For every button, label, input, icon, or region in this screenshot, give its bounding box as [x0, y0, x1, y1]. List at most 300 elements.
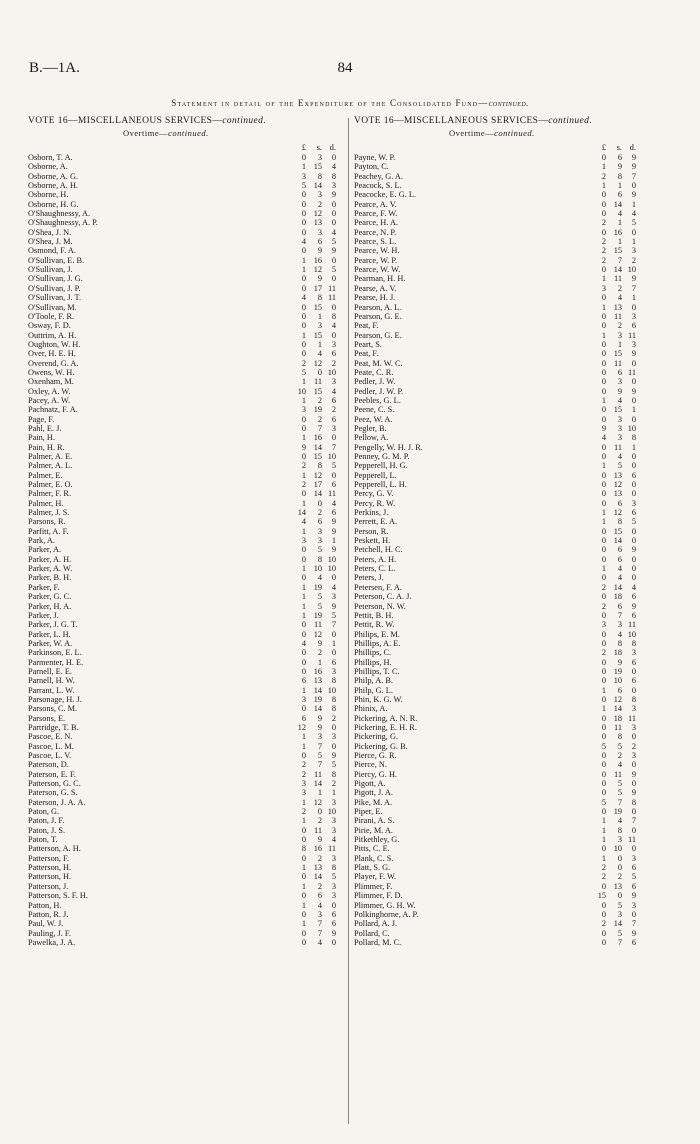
amount-pounds: 3 [301, 536, 306, 546]
amount-pence: 0 [631, 452, 636, 461]
amount-pounds: 5 [301, 181, 306, 191]
amount-pounds: 0 [301, 629, 306, 639]
table-row [354, 527, 674, 536]
payee-name: Paterson, J. A. A. [28, 797, 86, 807]
payee-name: Peterson, C. A. J. [354, 592, 412, 602]
table-row [28, 181, 348, 190]
amount-pence: 0 [631, 807, 636, 817]
amount-shillings: 2 [617, 321, 622, 331]
amount-pence: 4 [331, 321, 336, 331]
amount-pence: 6 [631, 470, 636, 480]
table-row [28, 770, 348, 779]
amount-pence: 1 [331, 536, 336, 546]
amount-pounds: 2 [601, 237, 606, 247]
amount-pence: 3 [631, 900, 636, 910]
amount-shillings: 14 [313, 489, 322, 499]
amount-pence: 0 [331, 470, 336, 480]
amount-shillings: 1 [317, 657, 322, 667]
table-row [28, 910, 348, 919]
amount-pence: 11 [328, 283, 336, 293]
shillings-label: s. [616, 142, 622, 152]
amount-pence: 5 [631, 872, 636, 882]
amount-pounds: 0 [601, 713, 606, 723]
amount-pence: 9 [631, 769, 636, 779]
table-row [354, 415, 674, 424]
amount-shillings: 15 [313, 452, 322, 461]
amount-pounds: 1 [301, 564, 306, 574]
table-row [28, 499, 348, 508]
amount-pence: 0 [631, 302, 636, 312]
amount-pence: 3 [631, 498, 636, 508]
amount-pounds: 0 [301, 489, 306, 499]
table-row [354, 200, 674, 209]
amount-pence: 10 [327, 554, 336, 564]
amount-pounds: 12 [297, 722, 306, 732]
table-row [28, 368, 348, 377]
amount-pounds: 2 [601, 601, 606, 611]
amount-pounds: 2 [601, 246, 606, 256]
table-row [354, 695, 674, 704]
payee-name: Paton, J. F. [28, 816, 65, 826]
amount-pounds: 0 [301, 423, 306, 433]
amount-pence: 6 [631, 863, 636, 873]
payee-name: Pearson, G. E. [354, 311, 402, 321]
amount-pounds: 3 [301, 405, 306, 415]
amount-pence: 9 [631, 386, 636, 396]
amount-pounds: 0 [601, 657, 606, 667]
amount-pounds: 0 [601, 321, 606, 331]
amount-pence: 8 [631, 433, 636, 443]
amount-pence: 9 [631, 349, 636, 359]
payee-name: Plimmer, F. D. [354, 891, 403, 901]
table-row [28, 573, 348, 582]
payee-name: Pearce, A. V. [354, 199, 397, 209]
amount-pounds: 2 [601, 919, 606, 929]
payee-name: Plimmer, F. [354, 881, 393, 891]
amount-pounds: 9 [301, 442, 306, 452]
amount-shillings: 3 [617, 377, 622, 387]
amount-pounds: 1 [301, 162, 306, 172]
table-row [28, 844, 348, 853]
amount-shillings: 4 [617, 452, 622, 461]
table-row [28, 676, 348, 685]
amount-pence: 0 [631, 666, 636, 676]
amount-shillings: 7 [317, 928, 322, 938]
amount-pence: 6 [631, 881, 636, 891]
amount-shillings: 6 [617, 685, 622, 695]
payee-name: Osborn, T. A. [28, 153, 73, 162]
amount-shillings: 17 [313, 283, 322, 293]
amount-pence: 0 [631, 227, 636, 237]
amount-pence: 3 [331, 592, 336, 602]
table-row [28, 190, 348, 199]
table-row [28, 667, 348, 676]
amount-pounds: 0 [301, 321, 306, 331]
amount-pounds: 0 [601, 769, 606, 779]
amount-shillings: 5 [317, 601, 322, 611]
amount-pounds: 2 [301, 358, 306, 368]
table-row [354, 377, 674, 386]
amount-pence: 5 [331, 461, 336, 471]
table-row [354, 779, 674, 788]
payee-name: Pascoe, L. V. [28, 751, 72, 760]
amount-pence: 0 [631, 825, 636, 835]
amount-shillings: 1 [617, 237, 622, 247]
table-row [354, 536, 674, 545]
amount-shillings: 10 [313, 564, 322, 574]
table-row [28, 452, 348, 461]
amount-pence: 6 [331, 480, 336, 490]
amount-pence: 8 [331, 863, 336, 873]
amount-shillings: 3 [317, 321, 322, 331]
table-row [354, 433, 674, 442]
table-row [28, 405, 348, 414]
amount-pence: 0 [331, 433, 336, 443]
table-row [28, 340, 348, 349]
table-row [354, 592, 674, 601]
amount-pounds: 1 [601, 181, 606, 191]
amount-shillings: 0 [617, 891, 622, 901]
table-row [28, 228, 348, 237]
table-row [354, 499, 674, 508]
payee-name: Percy, G. V. [354, 489, 394, 499]
payee-name: Parnell, H. W. [28, 676, 75, 686]
table-row [354, 359, 674, 368]
amount-pence: 5 [631, 517, 636, 527]
payee-name: Parsons, C. M. [28, 704, 78, 714]
vote-heading [28, 116, 348, 126]
amount-shillings: 10 [613, 676, 622, 686]
amount-pounds: 0 [601, 311, 606, 321]
payee-name: Osborne, H. G. [28, 199, 79, 209]
amount-pounds: 0 [601, 358, 606, 368]
payee-name: Parker, F. [28, 582, 60, 592]
amount-pounds: 1 [301, 265, 306, 275]
amount-pounds: 1 [301, 592, 306, 602]
amount-pounds: 3 [601, 620, 606, 630]
amount-pounds: 0 [301, 349, 306, 359]
amount-pounds: 1 [601, 853, 606, 863]
vote-continued: continued. [222, 116, 267, 126]
payee-name: Oxenham, M. [28, 377, 74, 387]
amount-pence: 9 [631, 190, 636, 200]
table-row [354, 508, 674, 517]
amount-pence: 0 [631, 181, 636, 191]
payee-name: Pike, M. A. [354, 797, 393, 807]
table-row [28, 461, 348, 470]
payee-name: Osway, F. D. [28, 321, 71, 331]
amount-pence: 0 [631, 489, 636, 499]
amount-pence: 11 [328, 844, 336, 854]
table-row [28, 172, 348, 181]
amount-pounds: 1 [301, 816, 306, 826]
amount-shillings: 8 [617, 825, 622, 835]
amount-pounds: 0 [601, 209, 606, 219]
amount-pounds: 3 [301, 694, 306, 704]
payee-name: Pickering, G. B. [354, 741, 408, 751]
amount-shillings: 13 [613, 470, 622, 480]
payee-name: Osmond, F. A. [28, 246, 76, 256]
amount-shillings: 2 [317, 395, 322, 405]
amount-shillings: 6 [617, 367, 622, 377]
payee-name: Phillips, C. [354, 648, 392, 658]
amount-shillings: 9 [617, 386, 622, 396]
payee-name: Parker, H. A. [28, 601, 72, 611]
amount-pounds: 0 [301, 209, 306, 219]
amount-pounds: 5 [601, 741, 606, 751]
amount-shillings: 12 [613, 508, 622, 518]
amount-pence: 8 [631, 694, 636, 704]
amount-shillings: 4 [317, 349, 322, 359]
amount-pounds: 1 [601, 302, 606, 312]
amount-pence: 0 [631, 732, 636, 742]
payee-name: Phillips, H. [354, 657, 392, 667]
amount-shillings: 11 [314, 620, 322, 630]
payee-name: O'Shaughnessy, A. P. [28, 218, 98, 228]
amount-pence: 4 [631, 582, 636, 592]
payee-name: Parsons, E. [28, 713, 66, 723]
payee-name: O'Sullivan, J. T. [28, 293, 82, 303]
amount-pounds: 0 [301, 909, 306, 919]
table-row [28, 714, 348, 723]
section-heading [354, 128, 674, 138]
table-row [354, 387, 674, 396]
amount-shillings: 2 [317, 414, 322, 424]
amount-pence: 0 [331, 199, 336, 209]
amount-pounds: 4 [301, 638, 306, 648]
amount-pence: 1 [631, 293, 636, 303]
payee-name: Osborne, A. G. [28, 171, 79, 181]
amount-shillings: 8 [317, 171, 322, 181]
table-row [28, 686, 348, 695]
amount-pence: 0 [331, 648, 336, 658]
amount-shillings: 2 [317, 816, 322, 826]
payee-name: Peat, M. W. C. [354, 358, 403, 368]
amount-shillings: 12 [313, 265, 322, 275]
payee-name: Pickering, G. [354, 732, 399, 742]
table-row [354, 835, 674, 844]
payee-name: Pierce, G. R. [354, 751, 397, 760]
amount-shillings: 19 [613, 807, 622, 817]
table-row [28, 331, 348, 340]
amount-pence: 0 [631, 358, 636, 368]
amount-pounds: 0 [301, 825, 306, 835]
payee-name: Pearce, W. W. [354, 265, 401, 275]
table-row [354, 844, 674, 853]
table-row [354, 863, 674, 872]
amount-shillings: 7 [617, 937, 622, 947]
payee-name: Pain, H. [28, 433, 55, 443]
amount-pence: 2 [331, 405, 336, 415]
payee-name: Palmer, E. O. [28, 480, 73, 490]
amount-shillings: 0 [317, 498, 322, 508]
amount-pounds: 1 [301, 881, 306, 891]
amount-pence: 2 [331, 713, 336, 723]
amount-pence: 10 [627, 423, 636, 433]
amount-shillings: 13 [613, 302, 622, 312]
amount-pounds: 0 [601, 573, 606, 583]
amount-shillings: 3 [317, 526, 322, 536]
amount-shillings: 11 [614, 442, 622, 452]
table-row [28, 256, 348, 265]
amount-pence: 6 [631, 610, 636, 620]
amount-pounds: 2 [601, 863, 606, 873]
payee-name: O'Sullivan, J. P. [28, 283, 81, 293]
amount-pounds: 1 [301, 498, 306, 508]
amount-pounds: 3 [301, 788, 306, 798]
amount-pence: 9 [631, 545, 636, 555]
amount-pence: 6 [331, 414, 336, 424]
amount-pounds: 6 [301, 713, 306, 723]
table-row [28, 349, 348, 358]
table-row [28, 798, 348, 807]
table-row [28, 658, 348, 667]
amount-pence: 6 [631, 657, 636, 667]
payee-name: Philp, G. L. [354, 685, 393, 695]
payee-name: Pengelly, W. H. J. R. [354, 442, 423, 452]
amount-pounds: 2 [601, 218, 606, 228]
payee-name: O'Sullivan, E. B. [28, 255, 85, 265]
amount-pence: 11 [328, 489, 336, 499]
amount-shillings: 8 [617, 638, 622, 648]
payee-name: Peat, F. [354, 321, 379, 331]
amount-pounds: 0 [301, 937, 306, 947]
table-row [28, 237, 348, 246]
amount-pence: 9 [331, 526, 336, 536]
payee-name: Peate, C. R. [354, 367, 394, 377]
payee-name: Parsonage, H. J. [28, 694, 82, 704]
amount-pounds: 0 [301, 554, 306, 564]
table-row [354, 667, 674, 676]
amount-shillings: 19 [313, 694, 322, 704]
amount-shillings: 18 [613, 713, 622, 723]
payee-name: Patterson, G. C. [28, 779, 81, 789]
payee-name: Pauling, J. F. [28, 928, 71, 938]
table-row [354, 209, 674, 218]
amount-shillings: 14 [613, 199, 622, 209]
amount-shillings: 1 [317, 311, 322, 321]
amount-pounds: 0 [601, 349, 606, 359]
amount-shillings: 9 [317, 246, 322, 256]
amount-shillings: 13 [313, 863, 322, 873]
payee-name: Phillips, T. C. [354, 666, 400, 676]
amount-pence: 8 [631, 638, 636, 648]
amount-pounds: 1 [301, 601, 306, 611]
amount-pounds: 1 [301, 919, 306, 929]
table-row [354, 648, 674, 657]
amount-pence: 0 [631, 395, 636, 405]
table-row [354, 237, 674, 246]
amount-pence: 3 [631, 722, 636, 732]
amount-shillings: 3 [617, 414, 622, 424]
amount-pounds: 0 [601, 526, 606, 536]
payee-name: Oughton, W. H. [28, 339, 81, 349]
amount-pence: 6 [331, 657, 336, 667]
payee-name: Osborne, H. [28, 190, 69, 200]
table-row [354, 686, 674, 695]
amount-pence: 3 [331, 666, 336, 676]
section-heading [28, 128, 348, 138]
amount-pence: 9 [331, 246, 336, 256]
table-row [354, 854, 674, 863]
table-row [28, 807, 348, 816]
amount-pounds: 0 [601, 405, 606, 415]
amount-shillings: 9 [617, 657, 622, 667]
amount-pounds: 0 [601, 751, 606, 760]
table-row [28, 359, 348, 368]
amount-pence: 0 [631, 844, 636, 854]
table-row [28, 377, 348, 386]
amount-pence: 0 [631, 414, 636, 424]
payee-name: Pitts, C. E. [354, 844, 390, 854]
table-row [28, 387, 348, 396]
amount-shillings: 4 [617, 564, 622, 574]
amount-shillings: 9 [317, 835, 322, 845]
amount-pence: 3 [631, 648, 636, 658]
table-row [354, 564, 674, 573]
amount-shillings: 2 [317, 853, 322, 863]
payee-name: Peacocke, E. G. L. [354, 190, 416, 200]
amount-pence: 0 [631, 461, 636, 471]
payee-name: Person, R. [354, 526, 389, 536]
amount-pence: 4 [331, 498, 336, 508]
table-row [28, 863, 348, 872]
amount-pence: 8 [331, 704, 336, 714]
amount-shillings: 5 [317, 592, 322, 602]
table-row [354, 153, 674, 162]
amount-pounds: 0 [601, 928, 606, 938]
payee-name: Pachnatz, F. A. [28, 405, 78, 415]
amount-shillings: 12 [313, 629, 322, 639]
payee-name: Paton, T. [28, 835, 58, 845]
amount-pounds: 1 [301, 685, 306, 695]
amount-shillings: 17 [313, 480, 322, 490]
amount-pence: 9 [631, 162, 636, 172]
table-row [354, 929, 674, 938]
payee-name: Patterson, J. [28, 881, 69, 891]
amount-pounds: 1 [301, 863, 306, 873]
table-row [28, 517, 348, 526]
payee-name: Page, F. [28, 414, 55, 424]
table-row [354, 910, 674, 919]
payee-name: Pollard, M. C. [354, 937, 402, 947]
amount-shillings: 2 [617, 751, 622, 760]
table-row [28, 527, 348, 536]
amount-pence: 1 [631, 405, 636, 415]
table-row [354, 742, 674, 751]
amount-pounds: 0 [301, 302, 306, 312]
amount-pence: 1 [331, 638, 336, 648]
amount-shillings: 14 [313, 779, 322, 789]
table-row [28, 508, 348, 517]
amount-pounds: 0 [301, 339, 306, 349]
table-row [28, 938, 348, 947]
table-row [28, 545, 348, 554]
payee-name: Pirie, M. A. [354, 825, 393, 835]
title-continued: continued. [488, 98, 529, 108]
amount-shillings: 19 [613, 666, 622, 676]
amount-shillings: 6 [617, 153, 622, 162]
amount-shillings: 14 [613, 704, 622, 714]
amount-shillings: 9 [317, 713, 322, 723]
amount-shillings: 3 [317, 190, 322, 200]
currency-units-header [354, 142, 674, 153]
amount-pence: 0 [631, 526, 636, 536]
payee-name: Pegler, B. [354, 423, 387, 433]
amount-pence: 0 [331, 255, 336, 265]
amount-pounds: 0 [601, 592, 606, 602]
table-row [354, 798, 674, 807]
